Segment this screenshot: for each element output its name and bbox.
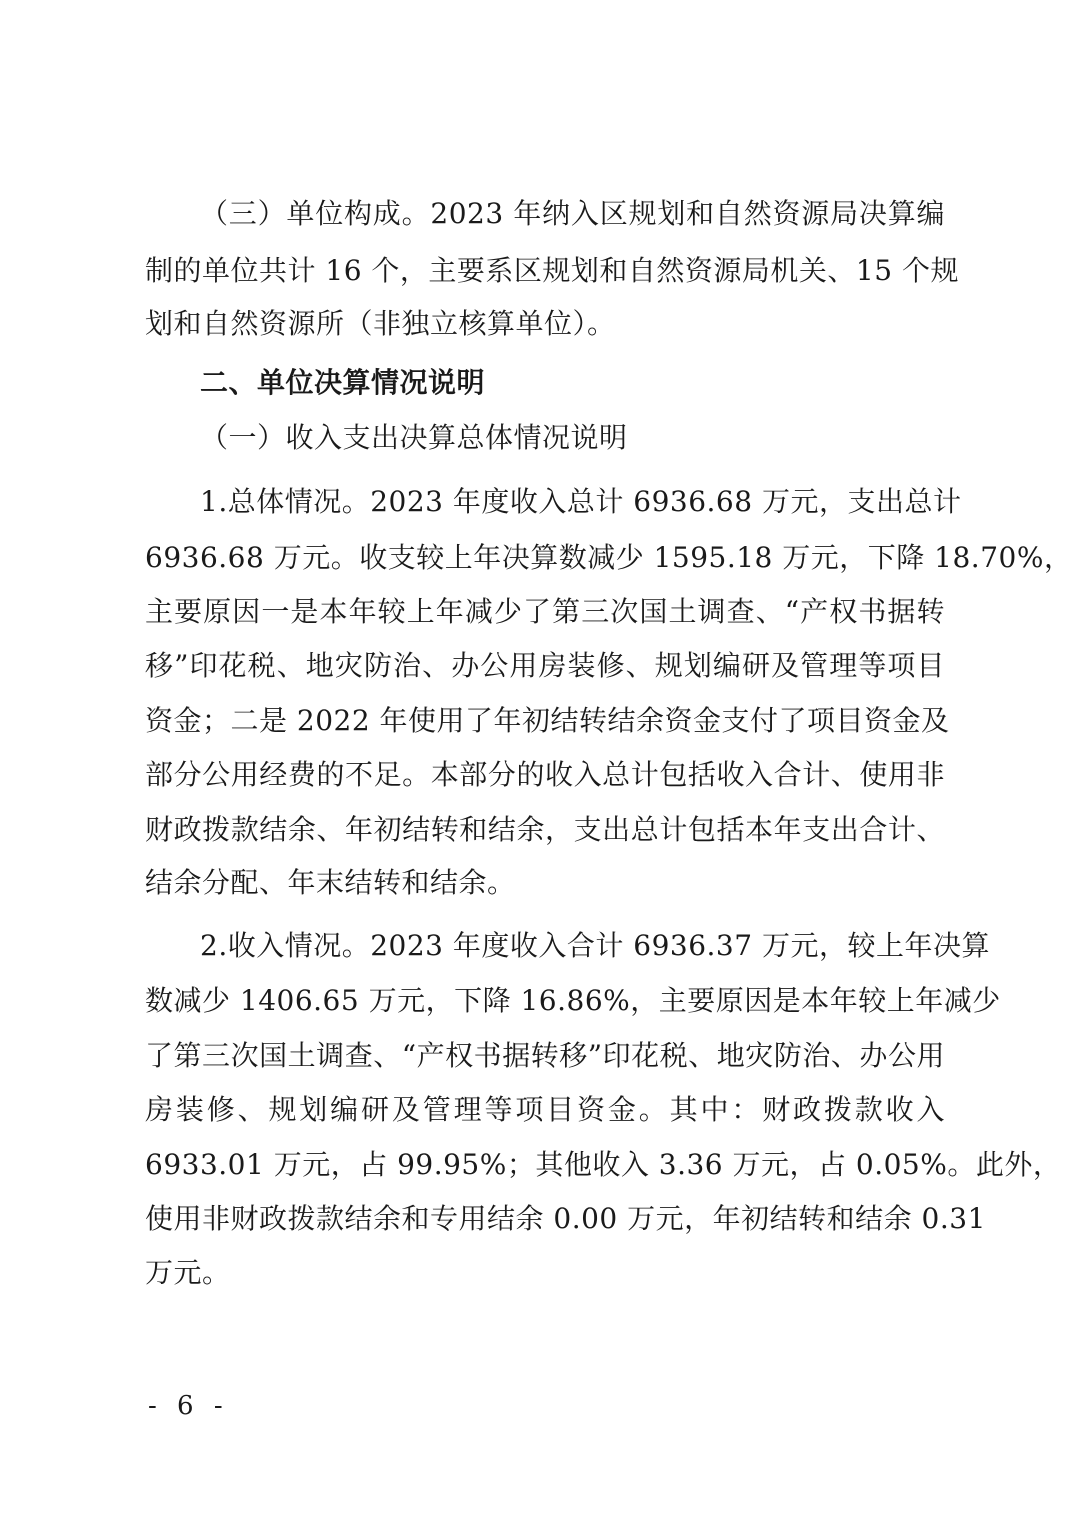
overall-line-7: 财政拨款结余、年初结转和结余，支出总计包括本年支出合计、 bbox=[145, 813, 945, 846]
overall-line-3: 主要原因一是本年较上年减少了第三次国土调查、“产权书据转 bbox=[145, 595, 945, 628]
section-three-line-1: （三）单位构成。2023 年纳入区规划和自然资源局决算编 bbox=[200, 197, 945, 230]
overall-line-5: 资金；二是 2022 年使用了年初结转结余资金支付了项目资金及 bbox=[145, 704, 950, 737]
income-line-5: 6933.01 万元，占 99.95%；其他收入 3.36 万元，占 0.05%。此外， bbox=[145, 1148, 1062, 1181]
overall-line-1: 1.总体情况。2023 年度收入总计 6936.68 万元，支出总计 bbox=[200, 485, 962, 518]
overall-line-2: 6936.68 万元。收支较上年决算数减少 1595.18 万元，下降 18.70%， bbox=[145, 541, 1073, 574]
subheading-one: （一）收入支出决算总体情况说明 bbox=[200, 421, 628, 454]
overall-line-8: 结余分配、年末结转和结余。 bbox=[145, 866, 516, 899]
section-three-line-3: 划和自然资源所（非独立核算单位）。 bbox=[145, 307, 616, 340]
income-line-2: 数减少 1406.65 万元，下降 16.86%，主要原因是本年较上年减少 bbox=[145, 984, 1001, 1017]
overall-line-4: 移”印花税、地灾防治、办公用房装修、规划编研及管理等项目 bbox=[145, 649, 945, 682]
overall-line-6: 部分公用经费的不足。本部分的收入总计包括收入合计、使用非 bbox=[145, 758, 945, 791]
income-line-1: 2.收入情况。2023 年度收入合计 6936.37 万元，较上年决算 bbox=[200, 929, 990, 962]
income-line-7: 万元。 bbox=[145, 1256, 231, 1289]
income-line-3: 了第三次国土调查、“产权书据转移”印花税、地灾防治、办公用 bbox=[145, 1039, 945, 1072]
income-line-4: 房装修、规划编研及管理等项目资金。其中：财政拨款收入 bbox=[145, 1093, 945, 1126]
heading-two: 二、单位决算情况说明 bbox=[200, 366, 486, 399]
section-three-line-2: 制的单位共计 16 个，主要系区规划和自然资源局机关、15 个规 bbox=[145, 254, 959, 287]
page-number: - 6 - bbox=[148, 1391, 229, 1421]
income-line-6: 使用非财政拨款结余和专用结余 0.00 万元，年初结转和结余 0.31 bbox=[145, 1202, 986, 1235]
